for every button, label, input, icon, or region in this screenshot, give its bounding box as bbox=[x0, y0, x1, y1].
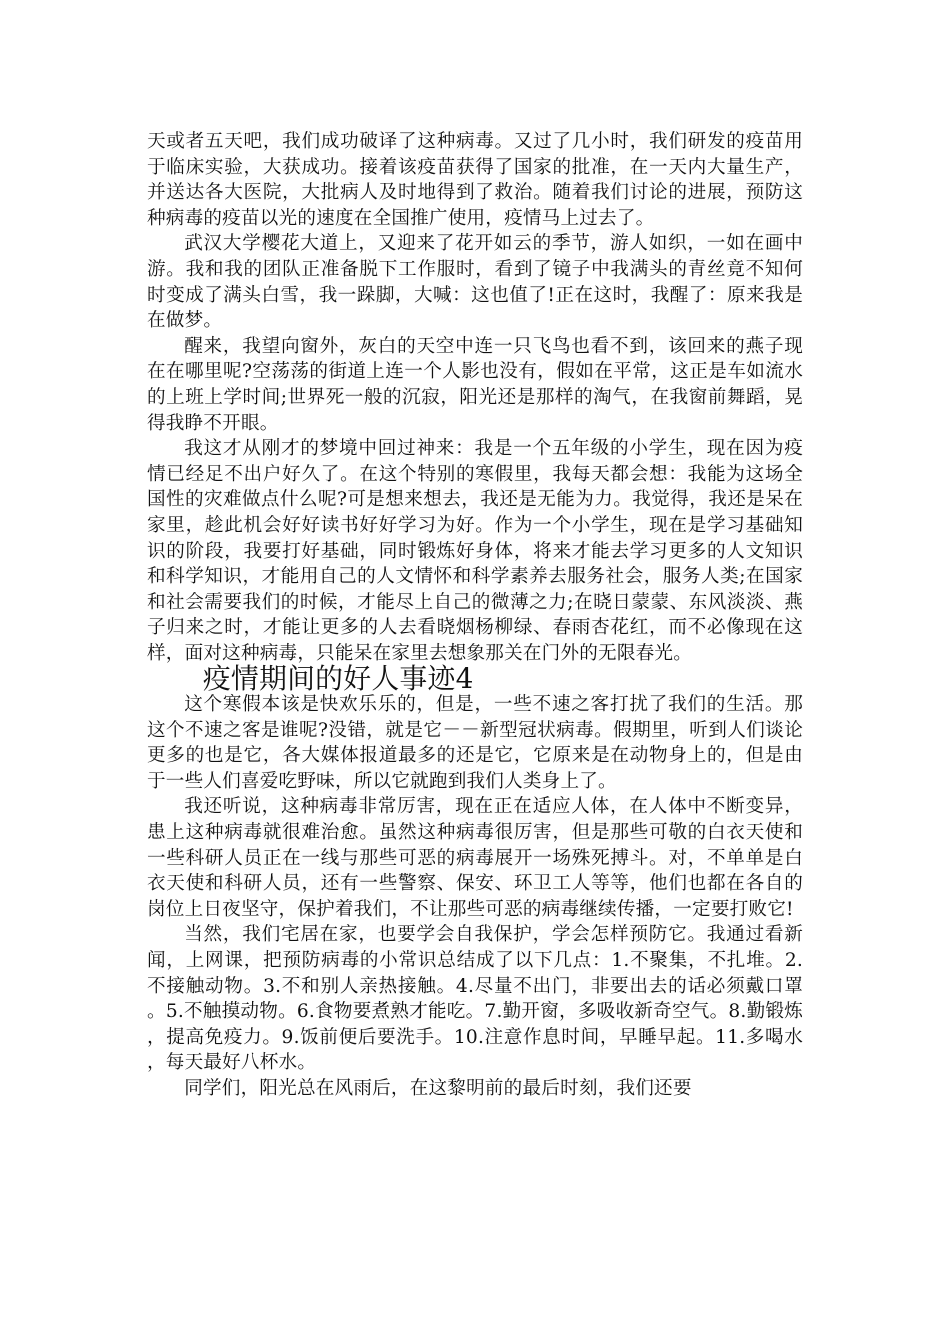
paragraph-student-reflection: 我这才从刚才的梦境中回过神来：我是一个五年级的小学生，现在因为疫情已经足不出户好久了。在这个特别的寒假里，我每天都会想：我能为这场全国性的灾难做点什么呢?可是想来想去，我还是无能为力。我觉得，我还是呆在家里，趁此机会好好读书好好学习为好。作为一个小学生，现在是学习基础知识的阶段，我要打好基础，同时锻炼好身体，将来才能去学习更多的人文知识和科学知识，才能用自己的人文情怀和科学素养去服务社会，服务人类;在国家和社会需要我们的时候，才能尽上自己的微薄之力;在晓日蒙蒙、东风淡淡、燕子归来之时，才能让更多的人去看晓烟杨柳绿、春雨杏花红，而不必像现在这样，面对这种病毒，只能呆在家里去想象那关在门外的无限春光。 bbox=[147, 438, 803, 664]
paragraph-closing: 同学们，阳光总在风雨后，在这黎明前的最后时刻，我们还要 bbox=[184, 1077, 692, 1099]
paragraph-waking-up: 醒来，我望向窗外，灰白的天空中连一只飞鸟也看不到，该回来的燕子现在在哪里呢?空荡荡的街道上连一个人影也没有，假如在平常，这正是车如流水的上班上学时间;世界死一般的沉寂，阳光还是那样的淘气，在我窗前舞蹈，晃得我睁不开眼。 bbox=[147, 335, 803, 434]
document-page bbox=[147, 129, 803, 1102]
paragraph-frontline-heroes: 我还听说，这种病毒非常厉害，现在正在适应人体，在人体中不断变异，患上这种病毒就很难治愈。虽然这种病毒很厉害，但是那些可敬的白衣天使和一些科研人员正在一线与那些可恶的病毒展开一场殊死搏斗。对，不单单是白衣天使和科研人员，还有一些警察、保安、环卫工人等等，他们也都在各自的岗位上日夜坚守，保护着我们，不让那些可恶的病毒继续传播，一定要打败它! bbox=[147, 796, 803, 920]
paragraph-winter-break: 这个寒假本该是快欢乐乐的，但是，一些不速之客打扰了我们的生活。那这个不速之客是谁呢?没错，就是它－－新型冠状病毒。假期里，听到人们谈论更多的也是它，各大媒体报道最多的还是它，它原来是在动物身上的，但是由于一些人们喜爱吃野味，所以它就跑到我们人类身上了。 bbox=[147, 694, 803, 792]
paragraph-wuhan-cherry: 武汉大学樱花大道上，又迎来了花开如云的季节，游人如织，一如在画中游。我和我的团队正准备脱下工作服时，看到了镜子中我满头的青丝竟不知何时变成了满头白雪，我一跺脚，大喊：这也值了!正在这时，我醒了：原来我是在做梦。 bbox=[147, 233, 803, 332]
paragraph-continued: 天或者五天吧，我们成功破译了这种病毒。又过了几小时，我们研发的疫苗用于临床实验，大获成功。接着该疫苗获得了国家的批准，在一天内大量生产，并送达各大医院，大批病人及时地得到了救治。随着我们讨论的进展，预防这种病毒的疫苗以光的速度在全国推广使用，疫情马上过去了。 bbox=[147, 131, 803, 229]
section-title: 疫情期间的好人事迹4 bbox=[202, 662, 474, 696]
paragraph-prevention-tips: 当然，我们宅居在家，也要学会自我保护，学会怎样预防它。我通过看新闻，上网课，把预防病毒的小常识总结成了以下几点：1.不聚集，不扎堆。2.不接触动物。3.不和别人亲热接触。4.尽量不出门，非要出去的话必须戴口罩。5.不触摸动物。6.食物要煮熟才能吃。7.勤开窗，多吸收新奇空气。8.勤锻炼，提高免疫力。9.饭前便后要洗手。10.注意作息时间，早睡早起。11.多喝水，每天最好八杯水。 bbox=[147, 924, 803, 1074]
